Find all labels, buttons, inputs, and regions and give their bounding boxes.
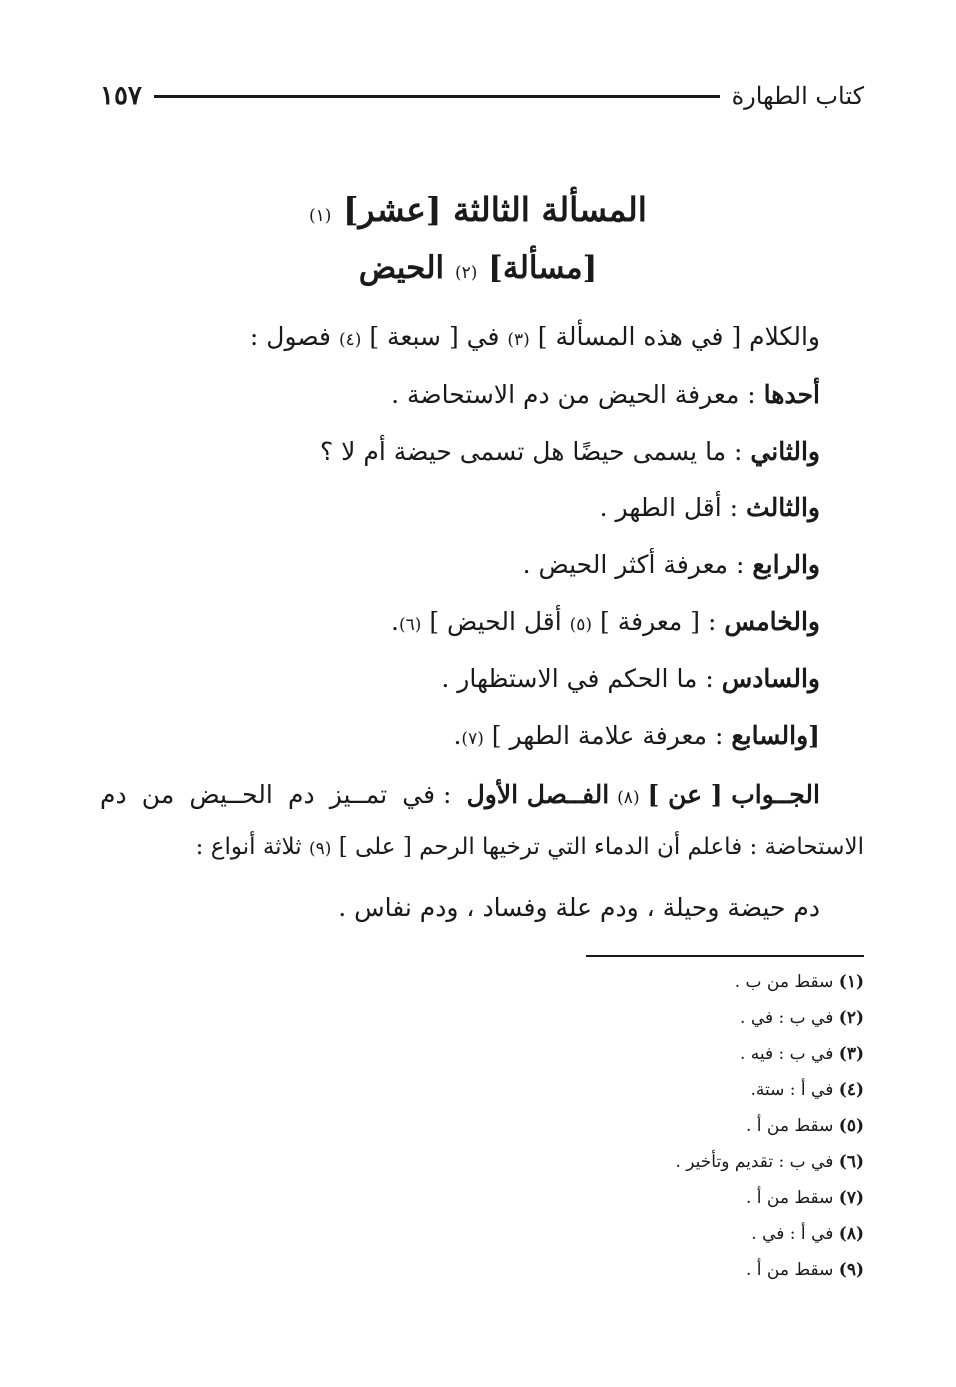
item-end: . — [391, 607, 399, 636]
footnote-number: (١) — [838, 972, 864, 992]
footnote-ref-1: (١) — [309, 206, 332, 226]
footnote-number: (٥) — [838, 1116, 864, 1136]
footnote-number: (٦) — [838, 1152, 864, 1172]
item-text: : معرفة الحيض من دم الاستحاضة . — [391, 380, 756, 409]
answer-word: الحــيض — [189, 780, 273, 809]
answer-word: تمــيز — [329, 780, 388, 809]
item-label: أحدها — [763, 380, 820, 409]
chapter-heading-text: المسألة الثالثة [عشر] — [342, 190, 647, 229]
footnote-9 — [746, 1260, 864, 1280]
footnote-4 — [751, 1080, 865, 1100]
item-label: والسادس — [721, 664, 820, 693]
section-item-1 — [391, 380, 820, 409]
item-text: : ما الحكم في الاستظهار . — [441, 664, 714, 693]
footnote-number: (٤) — [838, 1080, 864, 1100]
item-label: والثاني — [750, 437, 820, 466]
running-title: كتاب الطهارة — [731, 82, 864, 110]
footnote-ref-3: (٣) — [507, 330, 530, 350]
footnote-text: سقط من أ . — [745, 1116, 834, 1136]
subheading-part-2: الحيض — [358, 250, 445, 286]
footnote-number: (٨) — [838, 1224, 864, 1244]
footnote-1 — [735, 972, 864, 992]
item-text: : معرفة علامة الطهر ] — [491, 721, 724, 750]
footnote-text: في ب : في . — [740, 1008, 834, 1028]
intro-text-b: في [ سبعة ] — [369, 322, 500, 351]
footnote-text: في أ : في . — [751, 1224, 834, 1244]
chapter-heading — [180, 190, 776, 229]
section-item-3 — [600, 493, 820, 522]
footnote-number: (٧) — [838, 1188, 864, 1208]
section-item-7 — [453, 721, 820, 750]
answer-text-b: ثلاثة أنواع : — [195, 834, 302, 860]
footnote-number: (٣) — [838, 1044, 864, 1064]
item-label: والثالث — [746, 493, 820, 522]
footnote-ref-2: (٢) — [454, 263, 478, 283]
footnote-separator — [586, 955, 864, 957]
section-item-2 — [320, 437, 820, 466]
header-rule — [154, 95, 720, 98]
footnote-text: في ب : تقديم وتأخير . — [675, 1152, 834, 1172]
page-number: ١٥٧ — [100, 81, 142, 111]
answer-word: دم — [288, 780, 315, 809]
footnote-ref-4: (٤) — [338, 330, 362, 350]
footnote-text: سقط من ب . — [734, 972, 834, 992]
item-text: : ما يسمى حيضًا هل تسمى حيضة أم لا ؟ — [319, 437, 743, 466]
footnote-ref-9: (٩) — [308, 839, 332, 859]
footnote-8 — [751, 1224, 864, 1244]
answer-line-3: دم حيضة وحيلة ، ودم علة وفساد ، ودم نفاس . — [338, 893, 820, 922]
footnote-text: سقط من أ . — [745, 1260, 834, 1280]
footnote-5 — [746, 1116, 864, 1136]
item-label: والخامس — [724, 607, 820, 636]
intro-line — [250, 322, 820, 351]
footnote-number: (٢) — [838, 1008, 864, 1028]
section-item-4 — [523, 550, 820, 579]
footnote-2 — [740, 1008, 864, 1028]
running-head — [100, 76, 864, 116]
footnote-text: سقط من أ . — [745, 1188, 834, 1208]
intro-text-a: والكلام [ في هذه المسألة ] — [537, 322, 820, 351]
item-label: والرابع — [752, 550, 820, 579]
section-item-5 — [391, 607, 820, 636]
answer-word: دم — [100, 780, 127, 809]
subheading-part-1: [مسألة] — [488, 250, 598, 286]
answer-line-2 — [196, 834, 864, 860]
footnote-6 — [675, 1152, 864, 1172]
chapter-subheading — [180, 250, 776, 286]
item-text-b: أقل الحيض ] — [429, 607, 562, 636]
section-item-6 — [441, 664, 820, 693]
footnote-text: في ب : فيه . — [739, 1044, 834, 1064]
answer-lead — [467, 780, 864, 809]
item-text: : معرفة أكثر الحيض . — [522, 550, 745, 579]
footnote-ref-6: (٦) — [398, 615, 422, 635]
item-text: : أقل الطهر . — [599, 493, 739, 522]
footnote-7 — [746, 1188, 864, 1208]
item-end: . — [453, 721, 462, 750]
item-text-a: : [ معرفة ] — [600, 607, 717, 636]
footnote-ref-8: (٨) — [617, 788, 640, 808]
answer-text-a: الاستحاضة : فاعلم أن الدماء التي ترخيها الرحم [ على ] — [338, 834, 864, 860]
footnote-text: في أ : ستة. — [750, 1080, 834, 1100]
answer-label: الجــواب [ عن ] — [647, 780, 820, 809]
footnote-3 — [740, 1044, 864, 1064]
footnote-number: (٩) — [838, 1260, 864, 1280]
answer-word: : في — [402, 780, 452, 809]
item-label: [والسابع — [731, 721, 820, 750]
section-title: الفــصل الأول — [466, 780, 610, 809]
answer-line-1 — [100, 780, 864, 809]
answer-word: من — [141, 780, 175, 809]
footnote-ref-5: (٥) — [569, 615, 593, 635]
footnote-ref-7: (٧) — [461, 729, 484, 749]
intro-text-c: فصول : — [249, 322, 332, 351]
